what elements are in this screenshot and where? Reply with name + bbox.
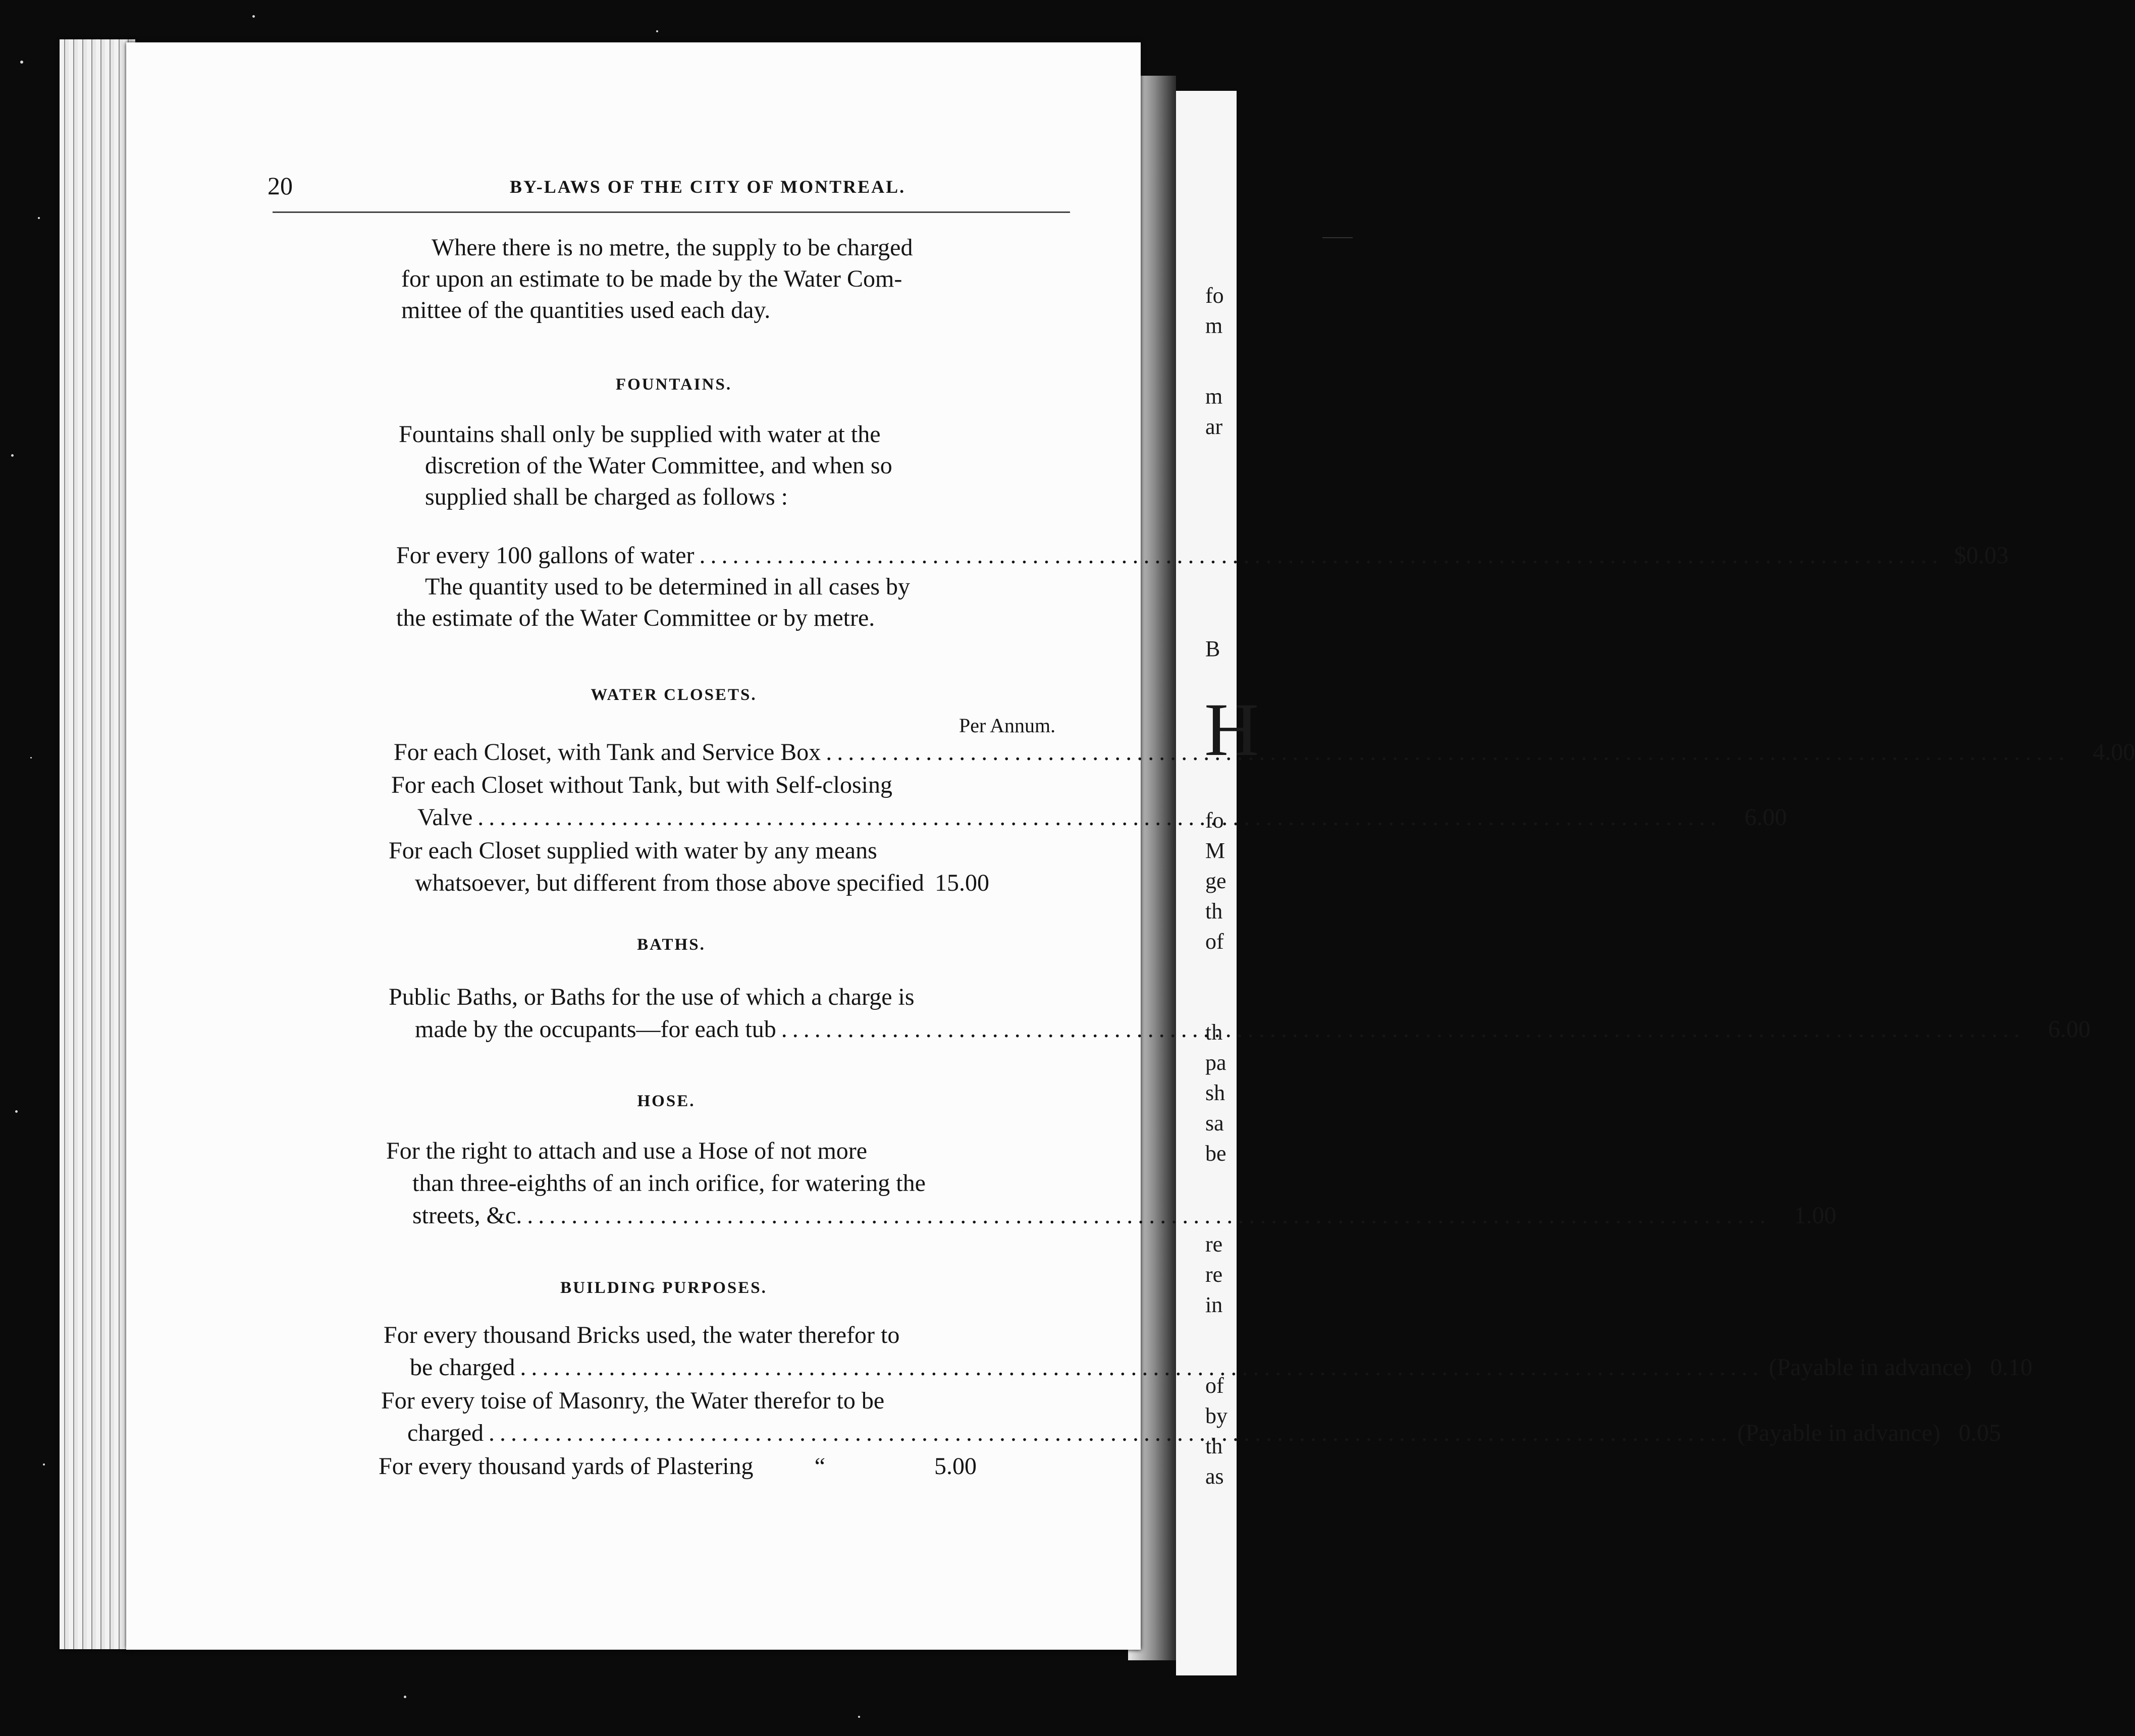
building-item	[379, 1450, 977, 1483]
facing-page-fragment: be	[1205, 1141, 1226, 1166]
building-item-note: (Payable in advance)	[1737, 1420, 1941, 1446]
header-rule	[273, 211, 1070, 213]
section-heading-fountains: FOUNTAINS.	[615, 375, 732, 394]
dust-speck	[11, 454, 14, 457]
closet-item-text: For each Closet without Tank, but with Self-closing	[391, 772, 892, 798]
section-heading-water-closets: WATER CLOSETS.	[591, 686, 757, 704]
facing-page-fragment: ge	[1205, 869, 1226, 893]
leader-dots	[781, 1013, 2025, 1046]
fountains-note-line: The quantity used to be determined in all cases by	[425, 573, 911, 600]
facing-page-rule	[1322, 237, 1353, 238]
fountains-line: supplied shall be charged as follows :	[425, 483, 788, 510]
section-heading-building-purposes: BUILDING PURPOSES.	[560, 1279, 767, 1297]
fountains-rate-label: For every 100 gallons of water	[396, 542, 695, 569]
baths-item-amount: 6.00	[2048, 1016, 2091, 1043]
section-heading-baths: BATHS.	[637, 936, 706, 954]
intro-line: for upon an estimate to be made by the Water Com-	[401, 265, 902, 292]
dust-speck	[30, 757, 32, 758]
facing-page-fragment: re	[1205, 1232, 1223, 1257]
hose-item-amount: 1.00	[1794, 1202, 1837, 1229]
closet-item-amount: 15.00	[935, 870, 989, 896]
facing-page-fragment: by	[1205, 1403, 1227, 1428]
hose-item-text: For the right to attach and use a Hose of not more	[386, 1137, 868, 1164]
dust-speck	[404, 1696, 406, 1698]
building-item-text: For every thousand yards of Plastering	[379, 1453, 754, 1480]
closet-item-amount: 6.00	[1744, 804, 1787, 831]
leader-dots	[826, 736, 2069, 769]
building-item-note: (Payable in advance)	[1769, 1354, 1972, 1381]
dust-speck	[656, 30, 658, 32]
fountains-line: Fountains shall only be supplied with water at the	[399, 421, 881, 448]
building-item-text: charged	[407, 1420, 484, 1446]
facing-page-fragment: re	[1205, 1262, 1223, 1287]
leader-dots	[527, 1200, 1771, 1232]
facing-page-fragment: th	[1205, 899, 1223, 924]
fountains-rate	[396, 539, 2009, 572]
facing-page-fragment: of	[1205, 929, 1224, 954]
closet-item-text: Valve	[417, 804, 473, 831]
fountains-rate-amount: $0.03	[1954, 542, 2009, 569]
facing-page-fragment: M	[1205, 838, 1225, 863]
book-page-edges	[60, 39, 135, 1649]
facing-page-fragment: sa	[1205, 1111, 1224, 1135]
per-annum-label: Per Annum.	[959, 714, 1056, 737]
facing-page-fragment: pa	[1205, 1050, 1226, 1075]
facing-page-fragment: of	[1205, 1373, 1224, 1398]
running-header	[268, 171, 1060, 201]
facing-page-fragment: m	[1205, 384, 1223, 409]
facing-page-fragment: th	[1205, 1020, 1223, 1045]
building-item-text: For every thousand Bricks used, the water therefor to	[384, 1322, 900, 1348]
facing-page-fragment: ar	[1205, 414, 1223, 439]
facing-page-fragment: fo	[1205, 808, 1224, 833]
closet-item-text: whatsoever, but different from those above specified	[415, 870, 924, 896]
page-number: 20	[268, 172, 293, 200]
building-item-text: be charged	[410, 1354, 515, 1381]
dust-speck	[20, 61, 23, 64]
building-item	[384, 1319, 2033, 1384]
dust-speck	[858, 1716, 860, 1718]
facing-page-fragment: B	[1205, 636, 1220, 661]
closet-item-text: For each Closet, with Tank and Service Box	[394, 739, 821, 766]
baths-item-text: made by the occupants—for each tub	[415, 1016, 776, 1043]
facing-page-dropcap: H	[1204, 688, 1259, 772]
building-item-amount: 0.10	[1990, 1354, 2033, 1381]
facing-page-fragment: in	[1205, 1292, 1223, 1317]
baths-item-text: Public Baths, or Baths for the use of which a charge is	[389, 984, 915, 1010]
leader-dots	[700, 539, 1943, 572]
facing-page-fragment: fo	[1205, 283, 1224, 308]
facing-page-fragment: m	[1205, 313, 1223, 338]
building-item-text: For every toise of Masonry, the Water therefor to be	[381, 1387, 885, 1414]
baths-item	[389, 981, 2091, 1046]
section-heading-hose: HOSE.	[637, 1092, 696, 1110]
hose-item-text: than three-eighths of an inch orifice, for watering the	[412, 1170, 926, 1197]
book-page	[126, 42, 2135, 1650]
intro-line: mittee of the quantities used each day.	[401, 297, 771, 323]
dust-speck	[252, 15, 255, 18]
closet-item	[394, 736, 2135, 769]
closet-item	[391, 769, 1787, 834]
ditto-mark: “	[814, 1453, 825, 1480]
dust-speck	[38, 217, 40, 219]
facing-page-fragment: th	[1205, 1434, 1223, 1458]
building-item-amount: 5.00	[934, 1453, 977, 1480]
closet-item-text: For each Closet supplied with water by any means	[389, 837, 877, 864]
fountains-line: discretion of the Water Committee, and when so	[425, 452, 892, 479]
leader-dots	[489, 1417, 1732, 1449]
facing-page-fragment: as	[1205, 1464, 1224, 1489]
building-item-amount: 0.05	[1958, 1420, 2001, 1446]
closet-item	[389, 835, 989, 899]
intro-line: Where there is no metre, the supply to be charged	[432, 234, 913, 261]
closet-item-amount: 4.00	[2093, 739, 2135, 766]
facing-page-fragment: sh	[1205, 1080, 1225, 1105]
running-title: BY-LAWS OF THE CITY OF MONTREAL.	[510, 177, 906, 197]
leader-dots	[520, 1351, 1764, 1384]
dust-speck	[15, 1110, 18, 1113]
dust-speck	[43, 1463, 45, 1466]
hose-item-text: streets, &c.	[412, 1202, 522, 1229]
leader-dots	[477, 801, 1721, 834]
fountains-note-line: the estimate of the Water Committee or by metre.	[396, 605, 875, 631]
